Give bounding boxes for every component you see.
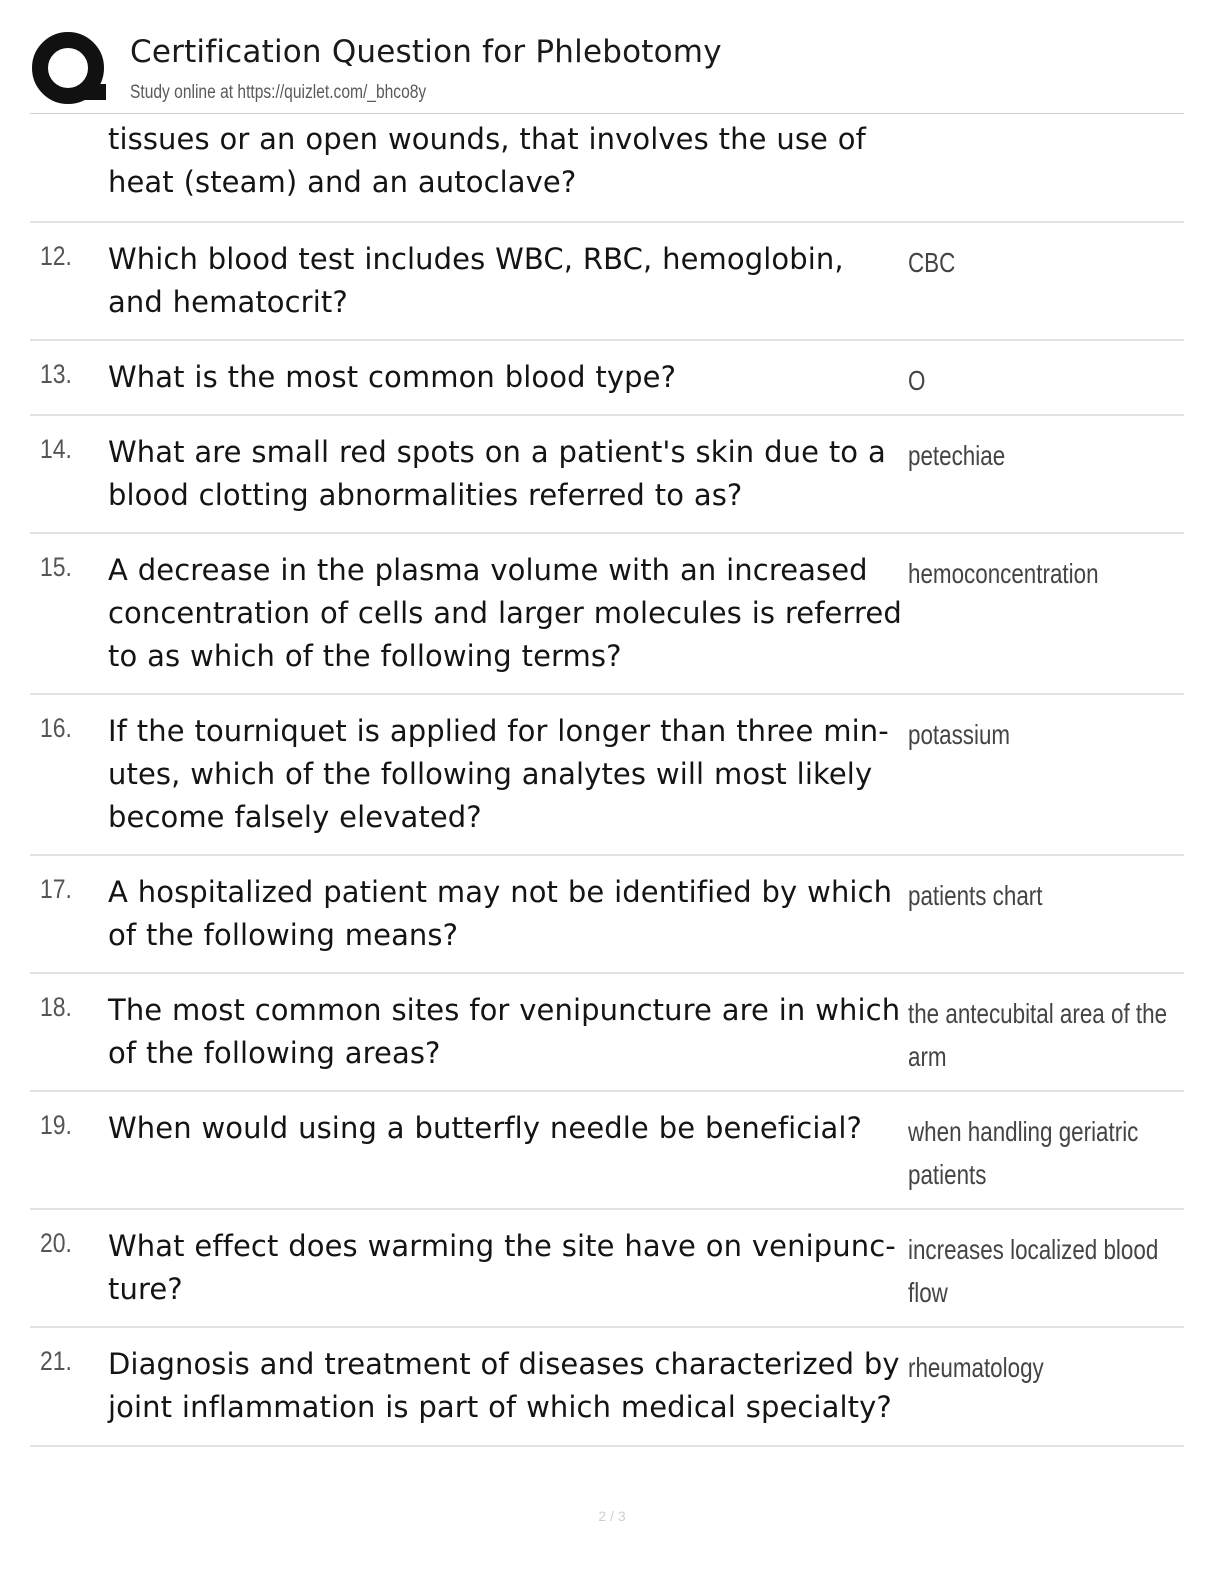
answer-text: potassium [908,719,1011,750]
answer-text: the antecubital area of the arm [908,998,1168,1072]
card-number: 17. [40,874,72,904]
answer-text: O [908,365,926,396]
table-row [30,1092,1184,1210]
question-text: What effect does warming the site have on venipunc- ture? [108,1229,896,1306]
quizlet-logo-icon [30,30,110,110]
table-row [30,974,1184,1092]
answer-text: patients chart [908,880,1043,911]
table-row [30,534,1184,695]
question-text: Diagnosis and treatment of diseases characterized by joint inflammation is part of which medical specialty? [108,1347,900,1424]
answer-text: petechiae [908,440,1006,471]
card-number: 14. [40,434,72,464]
answer-text: increases localized blood flow [908,1234,1159,1308]
study-online-link[interactable]: Study online at https://quizlet.com/_bhco8y [130,82,427,103]
card-number: 16. [40,713,72,743]
question-text: If the tourniquet is applied for longer than three min- utes, which of the following analytes will most likely become falsely elevated? [108,714,889,834]
question-text: A hospitalized patient may not be identified by which of the following means? [108,875,893,952]
page-header [30,30,1190,114]
card-number: 18. [40,992,72,1022]
table-row [30,695,1184,856]
table-row [30,1328,1184,1447]
card-number: 20. [40,1228,72,1258]
card-number: 13. [40,359,72,389]
question-text: Which blood test includes WBC, RBC, hemoglobin, and hematocrit? [108,242,844,319]
table-row [30,223,1184,341]
answer-text: rheumatology [908,1352,1044,1383]
card-number: 12. [40,241,72,271]
table-row [30,1210,1184,1328]
card-number: 21. [40,1346,72,1376]
table-row [30,856,1184,974]
answer-text: hemoconcentration [908,558,1099,589]
question-text: What are small red spots on a patient's skin due to a blood clotting abnormalities referred to as? [108,435,886,512]
card-number: 15. [40,552,72,582]
page-number: 2 / 3 [598,1508,626,1524]
question-text: What is the most common blood type? [108,360,677,394]
page-title: Certification Question for Phlebotomy [130,34,722,70]
answer-text: when handling geriatric patients [908,1116,1139,1190]
table-row [30,341,1184,416]
question-text: tissues or an open wounds, that involves the use of heat (steam) and an autoclave? [108,122,866,199]
question-text: A decrease in the plasma volume with an increased concentration of cells and larger molecules is referred to as which of the following terms? [108,553,902,673]
card-number: 19. [40,1110,72,1140]
table-row [30,114,1184,223]
question-text: The most common sites for venipuncture are in which of the following areas? [108,993,901,1070]
answer-text: CBC [908,247,956,278]
flashcard-table [30,114,1184,1447]
table-row [30,416,1184,534]
question-text: When would using a butterfly needle be beneficial? [108,1111,863,1145]
